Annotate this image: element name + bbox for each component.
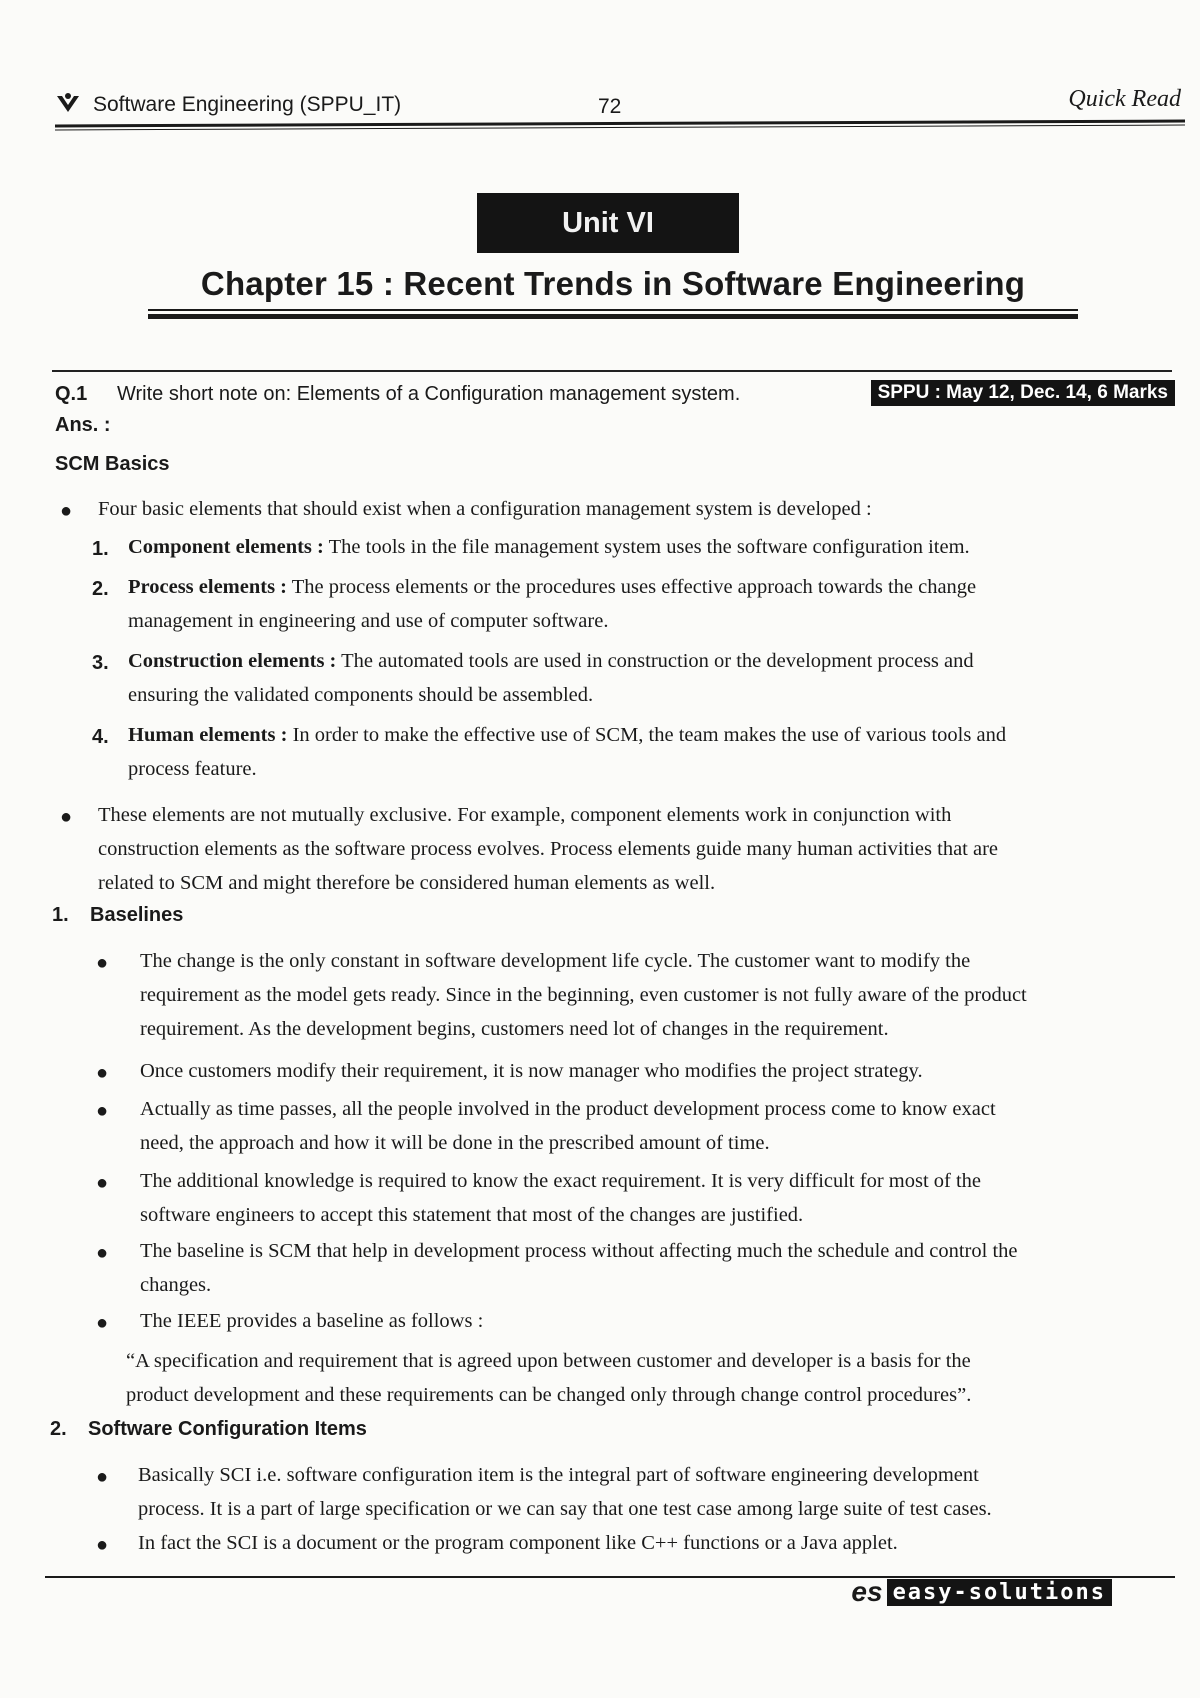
- ieee-quote: product development and these requirements can be changed only through change control procedures”.: [126, 1384, 972, 1406]
- publisher-footer-logo: [851, 1575, 1112, 1609]
- baseline-line: The IEEE provides a baseline as follows :: [140, 1310, 484, 1332]
- baseline-line: The additional knowledge is required to know the exact requirement. It is very difficult for most of the: [140, 1170, 982, 1192]
- element-term: Construction elements :: [128, 650, 337, 672]
- bullet-icon: ●: [96, 952, 109, 974]
- sci-line: process. It is a part of large specification or we can say that one test case among large suite of test cases.: [138, 1498, 992, 1520]
- bullet-icon: ●: [60, 806, 73, 828]
- baseline-line: changes.: [140, 1274, 212, 1296]
- question-number: Q.1: [55, 383, 88, 405]
- unit-banner: Unit VI: [477, 193, 739, 253]
- series-label: Quick Read: [1068, 86, 1181, 112]
- brand-label: easy-solutions: [887, 1579, 1112, 1606]
- sci-line: In fact the SCI is a document or the program component like C++ functions or a Java applet.: [138, 1532, 898, 1554]
- element-item: [128, 570, 976, 604]
- baseline-line: The change is the only constant in software development life cycle. The customer want to modify the: [140, 950, 971, 972]
- baselines-heading: Baselines: [90, 904, 184, 926]
- baseline-line: requirement as the model gets ready. Since in the beginning, even customer is not fully aware of the product: [140, 984, 1027, 1006]
- bullet-icon: ●: [96, 1534, 109, 1556]
- element-desc: The process elements or the procedures uses effective approach towards the change: [291, 576, 977, 598]
- baseline-line: Actually as time passes, all the people involved in the product development process come to know exact: [140, 1098, 996, 1120]
- es-logo-mark: es: [851, 1576, 883, 1607]
- chapter-rule-thick: [148, 314, 1078, 319]
- question-rule: [52, 370, 1172, 372]
- element-number: 3.: [92, 652, 109, 674]
- exam-badge: SPPU : May 12, Dec. 14, 6 Marks: [871, 380, 1175, 406]
- element-desc-cont: process feature.: [128, 758, 257, 780]
- intro-text: Four basic elements that should exist when a configuration management system is developed :: [98, 498, 872, 520]
- bullet-icon: ●: [96, 1242, 109, 1264]
- element-number: 2.: [92, 578, 109, 600]
- book-title: Software Engineering (SPPU_IT): [93, 93, 402, 116]
- bullet-icon: ●: [60, 500, 73, 522]
- element-desc: In order to make the effective use of SCM, the team makes the use of various tools and: [292, 724, 1007, 746]
- sci-line: Basically SCI i.e. software configuration item is the integral part of software engineering development: [138, 1464, 979, 1486]
- element-desc-cont: ensuring the validated components should be assembled.: [128, 684, 594, 706]
- element-item: [128, 644, 974, 678]
- baseline-line: software engineers to accept this statement that most of the changes are justified.: [140, 1204, 804, 1226]
- bullet-icon: ●: [96, 1172, 109, 1194]
- ieee-quote: “A specification and requirement that is agreed upon between customer and developer is a basis for the: [126, 1350, 971, 1372]
- element-number: 1.: [92, 538, 109, 560]
- element-desc: The automated tools are used in construction or the development process and: [341, 650, 974, 672]
- scm-basics-heading: SCM Basics: [55, 453, 170, 475]
- element-number: 4.: [92, 726, 109, 748]
- baseline-line: The baseline is SCM that help in development process without affecting much the schedule and control the: [140, 1240, 1018, 1262]
- bullet-icon: ●: [96, 1062, 109, 1084]
- element-item: [128, 718, 1006, 752]
- question-text: Write short note on: Elements of a Configuration management system.: [117, 383, 741, 405]
- bullet-icon: ●: [96, 1100, 109, 1122]
- publisher-logo-icon: [55, 92, 81, 114]
- section-number: 2.: [50, 1418, 67, 1440]
- bullet-icon: ●: [96, 1466, 109, 1488]
- baseline-line: need, the approach and how it will be done in the prescribed amount of time.: [140, 1132, 770, 1154]
- answer-label: Ans. :: [55, 414, 111, 436]
- baseline-line: Once customers modify their requirement, it is now manager who modifies the project strategy.: [140, 1060, 923, 1082]
- sci-heading: Software Configuration Items: [88, 1418, 367, 1440]
- note-line: related to SCM and might therefore be considered human elements as well.: [98, 872, 716, 894]
- element-desc-cont: management in engineering and use of computer software.: [128, 610, 609, 632]
- element-term: Human elements :: [128, 724, 288, 746]
- note-line: construction elements as the software process evolves. Process elements guide many human activities that are: [98, 838, 999, 860]
- element-desc: The tools in the file management system uses the software configuration item.: [328, 536, 970, 558]
- page-number: 72: [598, 95, 622, 118]
- chapter-rule-thin: [148, 309, 1078, 311]
- baseline-line: requirement. As the development begins, customers need lot of changes in the requirement.: [140, 1018, 889, 1040]
- note-line: These elements are not mutually exclusive. For example, component elements work in conjunction with: [98, 804, 952, 826]
- element-term: Component elements :: [128, 536, 324, 558]
- element-item: [128, 530, 970, 564]
- section-number: 1.: [52, 904, 69, 926]
- chapter-title: Chapter 15 : Recent Trends in Software Engineering: [200, 265, 1026, 302]
- question: [55, 377, 1175, 411]
- bullet-icon: ●: [96, 1312, 109, 1334]
- element-term: Process elements :: [128, 576, 288, 598]
